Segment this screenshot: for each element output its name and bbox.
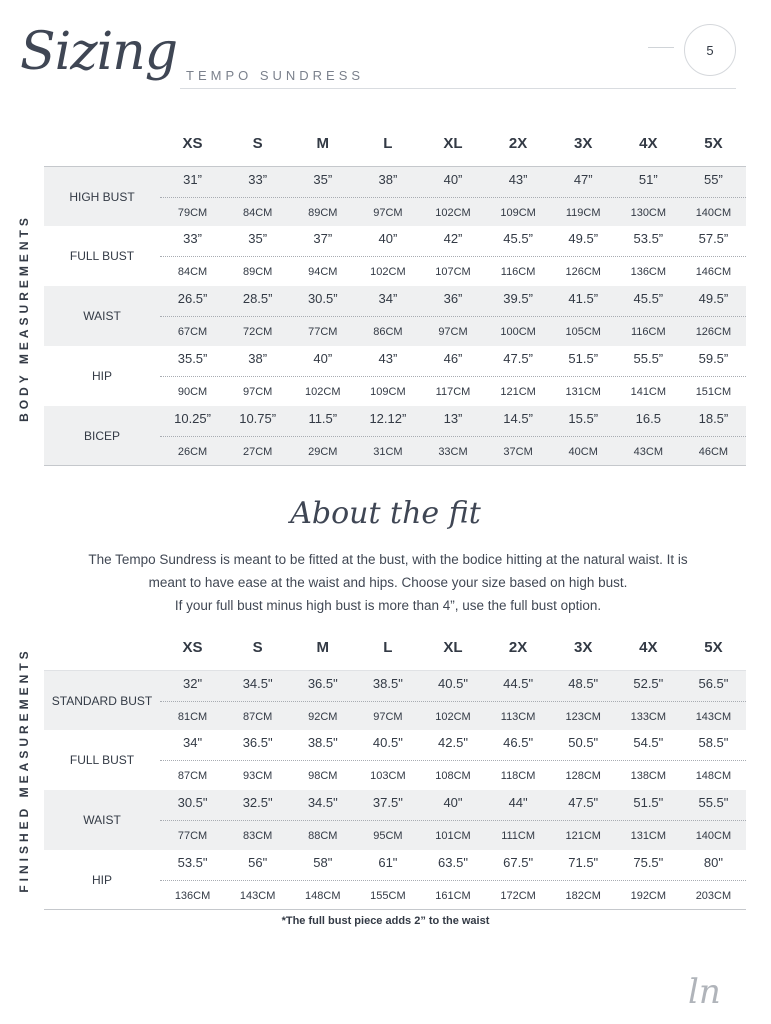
cm-value: 131CM xyxy=(630,830,667,842)
inch-value: 12.12” xyxy=(369,411,407,426)
inch-value: 32" xyxy=(183,676,203,691)
inch-value: 35” xyxy=(313,172,333,187)
inch-value: 55.5” xyxy=(633,351,664,366)
inch-value: 67.5" xyxy=(503,855,534,870)
size-header-4x: 4X xyxy=(639,639,658,656)
cm-values xyxy=(160,266,746,278)
cm-values xyxy=(160,890,746,902)
about-fit-title: About the fit xyxy=(290,496,481,531)
measurement-row xyxy=(44,166,746,226)
size-header-xs: XS xyxy=(182,639,203,656)
dotted-divider xyxy=(160,376,746,377)
dotted-divider xyxy=(160,197,746,198)
cm-value: 148CM xyxy=(305,890,341,902)
header-divider xyxy=(180,88,736,89)
inch-value: 53.5" xyxy=(177,855,208,870)
cm-value: 92CM xyxy=(308,711,338,723)
about-fit-line-2: meant to have ease at the waist and hips. Choose your size based on high bust. xyxy=(148,575,628,590)
inch-value: 34” xyxy=(378,291,398,306)
cm-values xyxy=(160,326,746,338)
inch-values xyxy=(160,231,746,246)
inch-value: 35.5” xyxy=(177,351,208,366)
cm-value: 108CM xyxy=(435,770,471,782)
cm-value: 126CM xyxy=(695,326,732,338)
cm-value: 67CM xyxy=(177,326,208,338)
cm-value: 141CM xyxy=(630,386,667,398)
cm-value: 117CM xyxy=(435,386,471,398)
measurement-label: HIP xyxy=(91,872,112,887)
inch-value: 33” xyxy=(248,172,268,187)
cm-value: 138CM xyxy=(630,770,667,782)
inch-value: 14.5” xyxy=(503,411,533,426)
inch-values xyxy=(160,795,746,810)
dotted-divider xyxy=(160,701,746,702)
cm-value: 102CM xyxy=(370,266,406,278)
cm-value: 83CM xyxy=(242,830,273,842)
inch-values xyxy=(160,291,746,306)
dotted-divider xyxy=(160,880,746,881)
inch-value: 37.5" xyxy=(372,795,403,810)
footnote: *The full bust piece adds 2” to the waist xyxy=(281,915,490,927)
inch-value: 46.5" xyxy=(503,735,534,750)
cm-value: 161CM xyxy=(435,890,471,902)
inch-values xyxy=(160,351,746,366)
size-header-5x: 5X xyxy=(704,639,723,656)
page-number-dash xyxy=(648,47,674,48)
cm-value: 126CM xyxy=(565,266,601,278)
measurement-label: WAIST xyxy=(83,813,121,827)
measurement-row xyxy=(44,670,746,730)
inch-value: 44.5" xyxy=(503,676,534,691)
inch-value: 33” xyxy=(183,231,202,246)
inch-value: 13” xyxy=(443,411,463,426)
inch-value: 57.5” xyxy=(698,231,729,246)
inch-value: 40” xyxy=(378,231,398,246)
inch-value: 10.75” xyxy=(239,411,277,426)
cm-value: 123CM xyxy=(565,711,601,723)
inch-value: 36.5" xyxy=(242,735,273,750)
inch-value: 45.5” xyxy=(503,231,533,246)
cm-value: 192CM xyxy=(630,890,667,902)
dotted-divider xyxy=(160,436,746,437)
cm-value: 101CM xyxy=(435,830,471,842)
cm-value: 172CM xyxy=(500,890,536,902)
size-header-m: M xyxy=(316,639,330,656)
inch-value: 43” xyxy=(508,172,528,187)
inch-value: 36.5" xyxy=(307,676,338,691)
cm-values xyxy=(160,830,746,842)
measurement-label: HIGH BUST xyxy=(69,189,135,204)
inch-values xyxy=(160,735,746,750)
inch-value: 55.5" xyxy=(698,795,729,810)
inch-value: 34" xyxy=(183,735,203,750)
cm-value: 97CM xyxy=(438,326,468,338)
dotted-divider xyxy=(160,256,746,257)
cm-value: 119CM xyxy=(565,207,601,219)
cm-value: 128CM xyxy=(565,770,601,782)
cm-values xyxy=(160,446,746,458)
cm-value: 131CM xyxy=(565,386,601,398)
cm-value: 155CM xyxy=(370,890,406,902)
measurement-row xyxy=(44,790,746,850)
measurement-row xyxy=(44,346,746,406)
cm-value: 113CM xyxy=(500,711,536,723)
cm-value: 130CM xyxy=(630,207,667,219)
measurement-row xyxy=(44,286,746,346)
finished-measurements-label: FINISHED MEASUREMENTS xyxy=(17,647,31,893)
dotted-divider xyxy=(160,820,746,821)
inch-value: 49.5” xyxy=(568,231,599,246)
cm-value: 33CM xyxy=(438,446,468,458)
cm-value: 136CM xyxy=(174,890,211,902)
cm-value: 27CM xyxy=(242,446,273,458)
cm-value: 79CM xyxy=(177,207,208,219)
inch-value: 43” xyxy=(378,351,398,366)
inch-value: 56.5" xyxy=(698,676,729,691)
size-header-m: M xyxy=(316,135,330,152)
inch-value: 53.5” xyxy=(633,231,664,246)
inch-value: 80" xyxy=(703,855,723,870)
cm-value: 182CM xyxy=(565,890,601,902)
cm-value: 109CM xyxy=(500,207,536,219)
inch-value: 51.5” xyxy=(568,351,599,366)
measurement-label: STANDARD BUST xyxy=(51,693,153,708)
inch-value: 28.5” xyxy=(242,291,273,306)
inch-value: 10.25” xyxy=(174,411,211,426)
cm-value: 102CM xyxy=(435,711,471,723)
cm-value: 97CM xyxy=(373,711,403,723)
cm-value: 86CM xyxy=(373,326,403,338)
inch-value: 35” xyxy=(248,231,268,246)
inch-value: 39.5” xyxy=(503,291,533,306)
cm-value: 87CM xyxy=(177,770,208,782)
inch-value: 34.5" xyxy=(307,795,338,810)
inch-value: 47.5” xyxy=(503,351,533,366)
inch-value: 34.5" xyxy=(242,676,273,691)
inch-value: 45.5” xyxy=(633,291,664,306)
brand-logo: ln xyxy=(688,972,721,1012)
size-header-3x: 3X xyxy=(574,639,593,656)
size-header-row-body xyxy=(160,135,746,152)
inch-value: 26.5” xyxy=(177,291,208,306)
inch-value: 15.5” xyxy=(568,411,599,426)
cm-value: 111CM xyxy=(501,830,536,842)
inch-value: 51” xyxy=(638,172,658,187)
cm-values xyxy=(160,386,746,398)
cm-value: 46CM xyxy=(698,446,729,458)
cm-value: 26CM xyxy=(177,446,208,458)
cm-value: 37CM xyxy=(503,446,533,458)
inch-value: 71.5" xyxy=(568,855,599,870)
inch-value: 38.5" xyxy=(372,676,403,691)
size-header-xs: XS xyxy=(182,135,203,152)
inch-value: 40.5" xyxy=(438,676,468,691)
cm-value: 84CM xyxy=(177,266,208,278)
cm-values xyxy=(160,207,746,219)
cm-value: 95CM xyxy=(373,830,403,842)
inch-value: 41.5” xyxy=(568,291,599,306)
inch-value: 61" xyxy=(378,855,398,870)
inch-value: 47.5" xyxy=(568,795,599,810)
cm-value: 118CM xyxy=(500,770,536,782)
inch-value: 32.5" xyxy=(242,795,273,810)
size-header-5x: 5X xyxy=(704,135,723,152)
cm-value: 88CM xyxy=(308,830,338,842)
inch-value: 63.5" xyxy=(438,855,468,870)
measurement-row xyxy=(44,850,746,910)
inch-value: 54.5" xyxy=(633,735,664,750)
inch-value: 40.5" xyxy=(372,735,403,750)
page-number: 5 xyxy=(684,24,736,76)
cm-value: 105CM xyxy=(565,326,601,338)
inch-value: 18.5” xyxy=(698,411,729,426)
size-header-2x: 2X xyxy=(508,135,528,152)
inch-value: 75.5" xyxy=(633,855,664,870)
size-header-row-finished xyxy=(160,639,746,656)
inch-value: 38.5" xyxy=(307,735,338,750)
cm-value: 103CM xyxy=(370,770,406,782)
cm-value: 81CM xyxy=(177,711,208,723)
inch-values xyxy=(160,172,746,187)
page-title: Sizing xyxy=(20,22,178,82)
cm-value: 100CM xyxy=(500,326,536,338)
inch-values xyxy=(160,855,746,870)
inch-value: 16.5 xyxy=(635,411,661,426)
inch-value: 30.5” xyxy=(307,291,338,306)
inch-value: 55” xyxy=(704,172,723,187)
inch-value: 59.5” xyxy=(698,351,729,366)
page-subtitle: TEMPO SUNDRESS xyxy=(186,68,365,83)
inch-value: 40” xyxy=(313,351,333,366)
cm-value: 148CM xyxy=(695,770,732,782)
cm-value: 89CM xyxy=(308,207,338,219)
cm-value: 109CM xyxy=(370,386,406,398)
cm-value: 43CM xyxy=(633,446,663,458)
measurement-row xyxy=(44,406,746,466)
measurement-label: HIP xyxy=(91,369,112,383)
cm-value: 89CM xyxy=(242,266,273,278)
cm-value: 102CM xyxy=(435,207,471,219)
cm-value: 93CM xyxy=(242,770,273,782)
inch-value: 36” xyxy=(443,291,463,306)
measurement-label: BICEP xyxy=(83,428,120,443)
body-measurements-label: BODY MEASUREMENTS xyxy=(17,214,31,422)
inch-values xyxy=(160,411,746,426)
inch-value: 56" xyxy=(248,855,268,870)
inch-value: 46” xyxy=(443,351,463,366)
cm-value: 87CM xyxy=(242,711,273,723)
cm-values xyxy=(160,770,746,782)
inch-value: 38” xyxy=(248,351,268,366)
inch-value: 30.5" xyxy=(177,795,208,810)
dotted-divider xyxy=(160,316,746,317)
cm-value: 40CM xyxy=(568,446,598,458)
cm-value: 140CM xyxy=(695,830,732,842)
inch-value: 58" xyxy=(313,855,333,870)
inch-value: 42.5" xyxy=(438,735,468,750)
inch-value: 48.5" xyxy=(568,676,599,691)
inch-value: 40” xyxy=(443,172,463,187)
inch-value: 52.5" xyxy=(633,676,664,691)
inch-value: 44" xyxy=(508,795,528,810)
cm-value: 77CM xyxy=(308,326,338,338)
size-header-s: S xyxy=(252,135,263,152)
cm-value: 102CM xyxy=(305,386,341,398)
cm-value: 121CM xyxy=(500,386,536,398)
dotted-divider xyxy=(160,760,746,761)
inch-value: 40" xyxy=(443,795,463,810)
cm-value: 143CM xyxy=(695,711,732,723)
cm-value: 136CM xyxy=(630,266,667,278)
size-header-2x: 2X xyxy=(508,639,528,656)
cm-value: 116CM xyxy=(630,326,666,338)
measurement-label: FULL BUST xyxy=(69,249,135,263)
cm-value: 121CM xyxy=(565,830,601,842)
size-header-4x: 4X xyxy=(639,135,658,152)
size-header-l: L xyxy=(383,135,393,152)
cm-value: 77CM xyxy=(177,830,208,842)
size-header-3x: 3X xyxy=(574,135,593,152)
body-measurements-table xyxy=(44,166,746,466)
inch-value: 49.5” xyxy=(698,291,729,306)
inch-value: 50.5" xyxy=(568,735,599,750)
cm-value: 146CM xyxy=(695,266,732,278)
about-fit-line-1: The Tempo Sundress is meant to be fitted at the bust, with the bodice hitting at the natural waist. It is xyxy=(88,552,688,567)
cm-value: 143CM xyxy=(239,890,276,902)
size-header-l: L xyxy=(383,639,393,656)
size-header-xl: XL xyxy=(443,639,463,656)
inch-value: 47” xyxy=(573,172,593,187)
inch-value: 31” xyxy=(183,172,202,187)
cm-value: 72CM xyxy=(242,326,273,338)
cm-value: 84CM xyxy=(242,207,273,219)
measurement-label: FULL BUST xyxy=(69,753,135,767)
measurement-row xyxy=(44,226,746,286)
finished-measurements-table xyxy=(44,670,746,910)
cm-value: 151CM xyxy=(695,386,732,398)
inch-value: 42” xyxy=(443,231,463,246)
cm-value: 31CM xyxy=(373,446,403,458)
cm-value: 203CM xyxy=(695,890,732,902)
cm-value: 140CM xyxy=(695,207,732,219)
cm-value: 116CM xyxy=(500,266,536,278)
about-fit-line-3: If your full bust minus high bust is more than 4”, use the full bust option. xyxy=(174,598,602,613)
cm-value: 133CM xyxy=(630,711,667,723)
inch-value: 58.5" xyxy=(698,735,729,750)
cm-value: 97CM xyxy=(242,386,273,398)
inch-value: 37” xyxy=(313,231,333,246)
cm-value: 98CM xyxy=(308,770,338,782)
cm-value: 97CM xyxy=(373,207,403,219)
cm-value: 94CM xyxy=(308,266,338,278)
cm-value: 90CM xyxy=(177,386,208,398)
inch-value: 11.5” xyxy=(308,411,338,426)
measurement-label: WAIST xyxy=(83,309,121,323)
cm-value: 107CM xyxy=(435,266,471,278)
inch-values xyxy=(160,676,746,691)
inch-value: 38” xyxy=(378,172,398,187)
inch-value: 51.5" xyxy=(633,795,664,810)
measurement-row xyxy=(44,730,746,790)
size-header-xl: XL xyxy=(443,135,463,152)
cm-value: 29CM xyxy=(308,446,338,458)
size-header-s: S xyxy=(252,639,263,656)
cm-values xyxy=(160,711,746,723)
